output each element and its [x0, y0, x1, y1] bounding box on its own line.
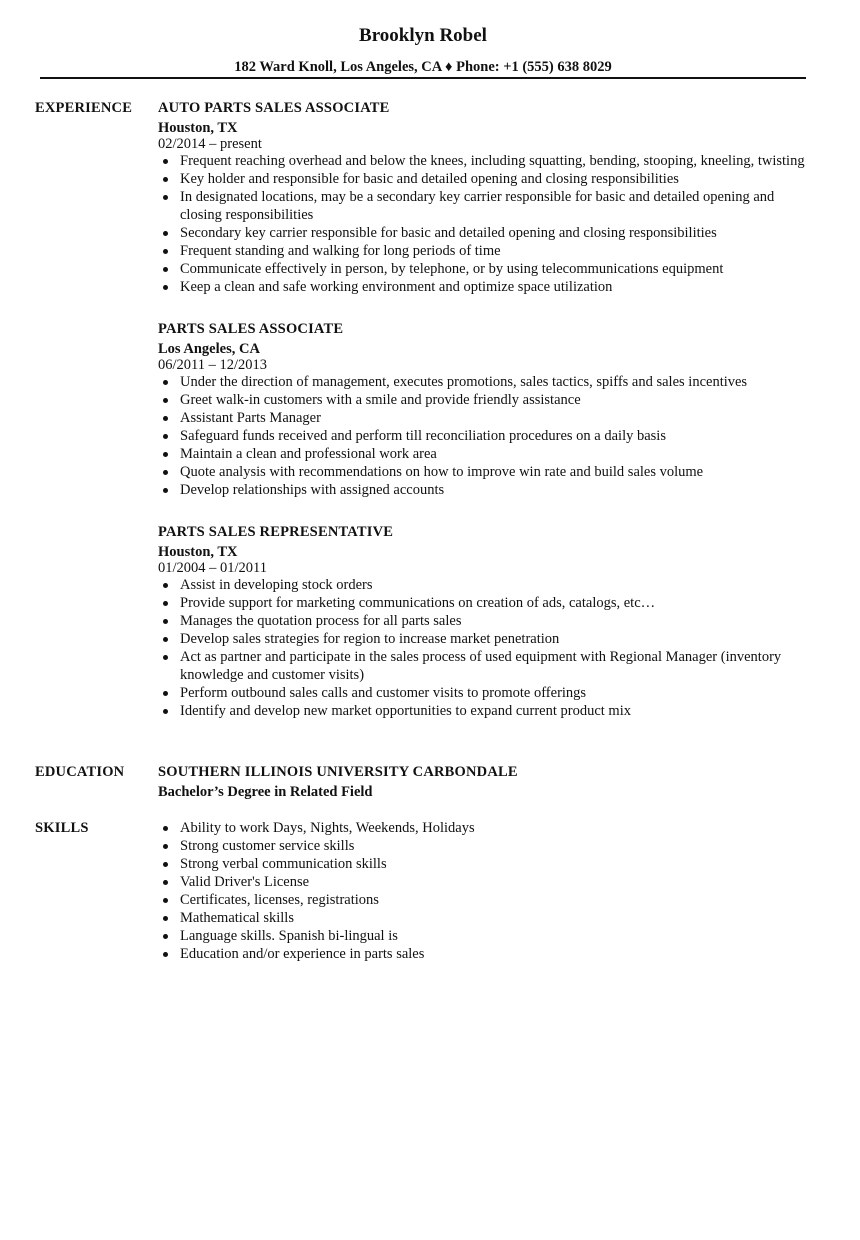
job-title: PARTS SALES REPRESENTATIVE [158, 524, 394, 540]
job-title: PARTS SALES ASSOCIATE [158, 321, 344, 337]
education-heading: EDUCATION [35, 764, 125, 780]
job-duty: Safeguard funds received and perform till reconciliation procedures on a daily basis [158, 427, 808, 445]
job-duty: Manages the quotation process for all parts sales [158, 612, 808, 630]
job-dates: 06/2011 – 12/2013 [158, 357, 268, 373]
skills-list [158, 819, 808, 963]
job-duty: Assistant Parts Manager [158, 409, 808, 427]
skill-item: Language skills. Spanish bi-lingual is [158, 927, 808, 945]
job-duties-list [158, 576, 808, 720]
skills-body [158, 819, 808, 963]
degree-name: Bachelor’s Degree in Related Field [158, 784, 373, 800]
job-duties-list [158, 152, 808, 296]
job-entry [158, 523, 808, 720]
job-duties-list [158, 373, 808, 499]
job-duty: Keep a clean and safe working environment and optimize space utilization [158, 278, 808, 296]
skill-item: Strong verbal communication skills [158, 855, 808, 873]
job-duty: Communicate effectively in person, by telephone, or by using telecommunications equipment [158, 260, 808, 278]
job-duty: Assist in developing stock orders [158, 576, 808, 594]
job-title: AUTO PARTS SALES ASSOCIATE [158, 100, 390, 116]
experience-heading: EXPERIENCE [35, 100, 133, 116]
experience-body [158, 99, 808, 744]
job-duty: Act as partner and participate in the sales process of used equipment with Regional Manager (inventory knowledge and customer visits) [158, 648, 808, 684]
skills-heading: SKILLS [35, 820, 89, 836]
job-duty: Greet walk-in customers with a smile and provide friendly assistance [158, 391, 808, 409]
education-body [158, 763, 808, 801]
job-duty: Quote analysis with recommendations on how to improve win rate and build sales volume [158, 463, 808, 481]
job-entry [158, 320, 808, 499]
contact-line: 182 Ward Knoll, Los Angeles, CA ♦ Phone: +1 (555) 638 8029 [234, 59, 612, 75]
job-duty: Frequent reaching overhead and below the knees, including squatting, bending, stooping, kneeling, twisting [158, 152, 808, 170]
job-location: Houston, TX [158, 120, 238, 136]
job-location: Los Angeles, CA [158, 341, 260, 357]
job-entry [158, 99, 808, 296]
skill-item: Certificates, licenses, registrations [158, 891, 808, 909]
skill-item: Strong customer service skills [158, 837, 808, 855]
job-dates: 01/2004 – 01/2011 [158, 560, 268, 576]
job-duty: Develop sales strategies for region to increase market penetration [158, 630, 808, 648]
candidate-name: Brooklyn Robel [359, 25, 487, 46]
job-duty: Secondary key carrier responsible for basic and detailed opening and closing responsibilities [158, 224, 808, 242]
header-divider [40, 77, 806, 79]
job-duty: Key holder and responsible for basic and detailed opening and closing responsibilities [158, 170, 808, 188]
job-location: Houston, TX [158, 544, 238, 560]
job-duty: Identify and develop new market opportunities to expand current product mix [158, 702, 808, 720]
job-duty: Perform outbound sales calls and customer visits to promote offerings [158, 684, 808, 702]
skill-item: Ability to work Days, Nights, Weekends, Holidays [158, 819, 808, 837]
job-duty: Develop relationships with assigned accounts [158, 481, 808, 499]
job-duty: In designated locations, may be a secondary key carrier responsible for basic and detailed opening and closing responsibilities [158, 188, 808, 224]
resume-header [40, 24, 806, 76]
job-dates: 02/2014 – present [158, 136, 262, 152]
job-duty: Provide support for marketing communications on creation of ads, catalogs, etc… [158, 594, 808, 612]
school-name: SOUTHERN ILLINOIS UNIVERSITY CARBONDALE [158, 764, 518, 780]
job-duty: Maintain a clean and professional work area [158, 445, 808, 463]
job-duty: Under the direction of management, executes promotions, sales tactics, spiffs and sales incentives [158, 373, 808, 391]
skill-item: Valid Driver's License [158, 873, 808, 891]
skill-item: Mathematical skills [158, 909, 808, 927]
skill-item: Education and/or experience in parts sales [158, 945, 808, 963]
job-duty: Frequent standing and walking for long periods of time [158, 242, 808, 260]
